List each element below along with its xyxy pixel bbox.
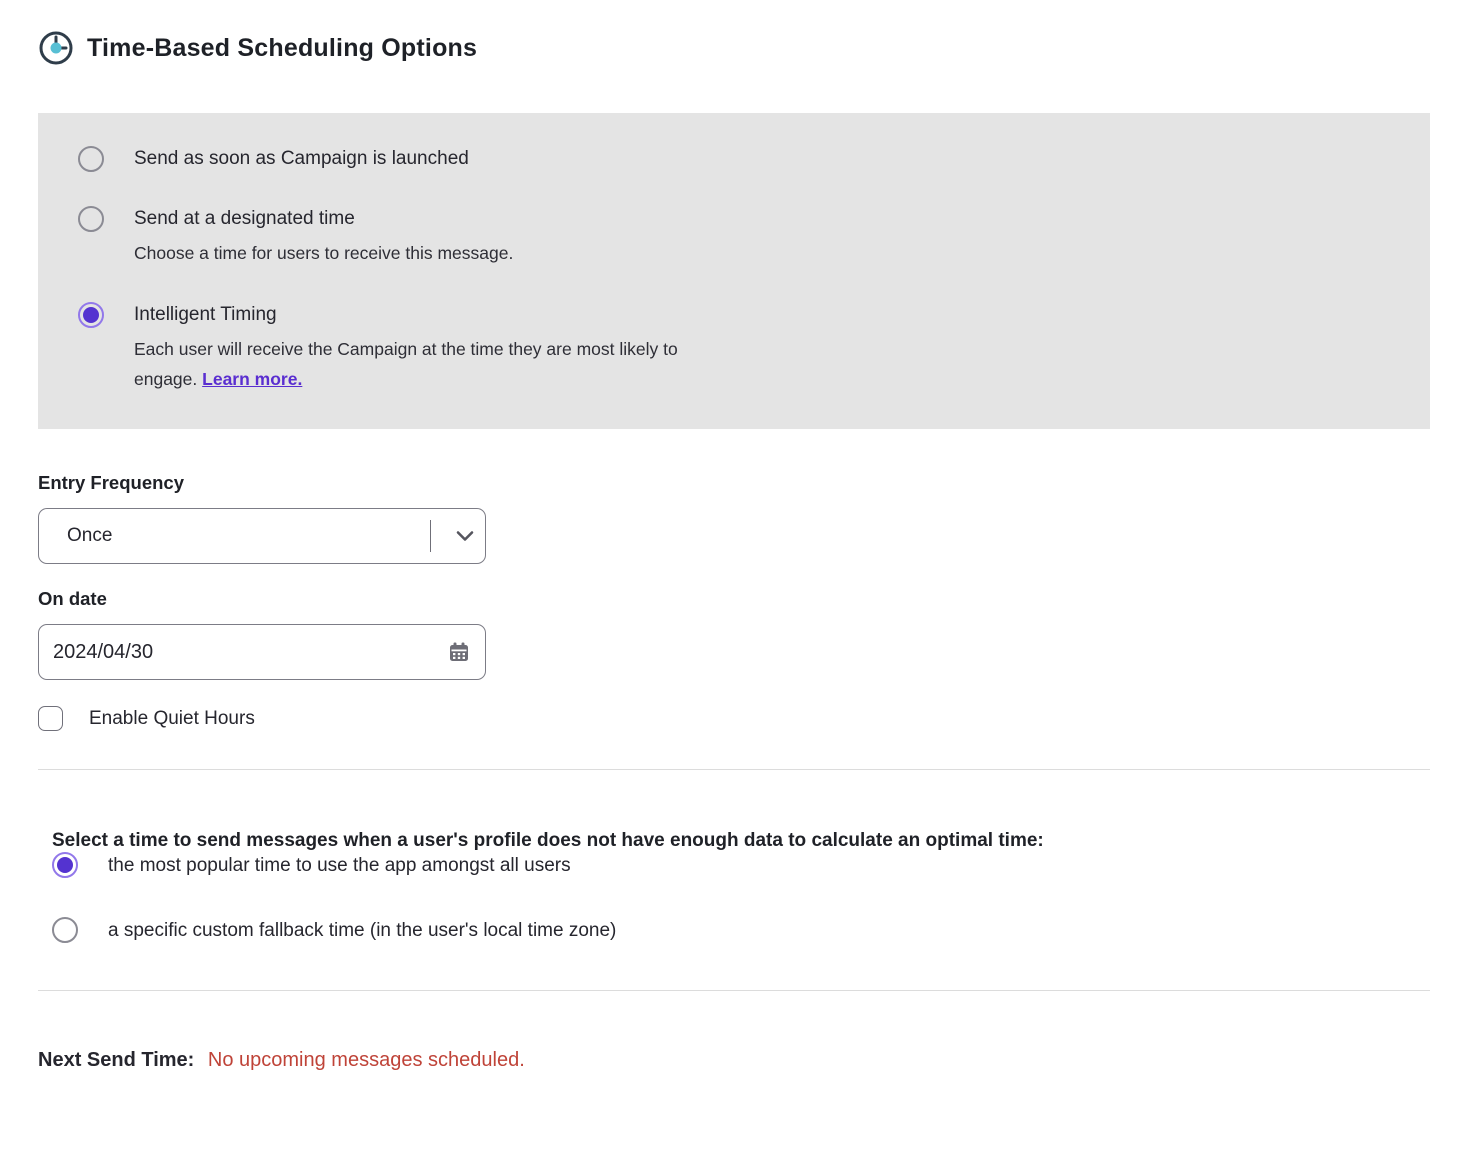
fallback-time-section	[38, 830, 1430, 948]
select-divider	[430, 520, 431, 552]
next-send-time-row	[38, 1049, 1430, 1072]
option-send-on-launch[interactable]	[78, 146, 1390, 172]
calendar-icon[interactable]	[433, 641, 485, 663]
next-send-time-status: No upcoming messages scheduled.	[207, 1049, 525, 1071]
option-most-popular-time[interactable]	[52, 852, 1430, 883]
option-most-popular-time-label[interactable]: the most popular time to use the app amongst all users	[108, 855, 571, 876]
section-divider	[38, 990, 1430, 991]
on-date-field	[38, 624, 486, 680]
quiet-hours-label[interactable]: Enable Quiet Hours	[89, 707, 255, 729]
option-designated-time-description: Choose a time for users to receive this message.	[134, 243, 514, 263]
radio-selected-icon[interactable]	[78, 302, 104, 328]
option-send-on-launch-label[interactable]: Send as soon as Campaign is launched	[134, 148, 469, 169]
option-intelligent-timing-label[interactable]: Intelligent Timing	[134, 304, 277, 325]
option-designated-time[interactable]	[78, 206, 1390, 268]
on-date-label: On date	[38, 588, 107, 609]
on-date-input[interactable]	[39, 625, 433, 679]
entry-frequency-value: Once	[67, 525, 113, 546]
option-custom-fallback-time-label[interactable]: a specific custom fallback time (in the user's local time zone)	[108, 920, 617, 941]
quiet-hours-checkbox[interactable]	[38, 706, 63, 731]
learn-more-link[interactable]: Learn more.	[202, 369, 303, 389]
next-send-time-label: Next Send Time:	[38, 1049, 195, 1071]
page-title: Time-Based Scheduling Options	[87, 33, 478, 62]
entry-frequency-select[interactable]	[38, 508, 486, 564]
radio-unselected-icon[interactable]	[52, 917, 78, 943]
clock-icon	[38, 30, 74, 66]
radio-unselected-icon[interactable]	[78, 146, 104, 172]
schedule-options-panel	[38, 113, 1430, 429]
section-divider	[38, 769, 1430, 770]
option-intelligent-timing-description: Each user will receive the Campaign at the time they are most likely to engage. Learn more.	[134, 339, 678, 389]
fallback-prompt: Select a time to send messages when a user's profile does not have enough data to calculate an optimal time:	[52, 830, 1044, 851]
entry-frequency-label: Entry Frequency	[38, 472, 184, 493]
option-intelligent-timing[interactable]	[78, 302, 1390, 394]
enable-quiet-hours-row[interactable]	[38, 706, 1430, 731]
radio-selected-icon[interactable]	[52, 852, 78, 878]
radio-unselected-icon[interactable]	[78, 206, 104, 232]
page-header	[38, 30, 1430, 66]
chevron-down-icon[interactable]	[445, 530, 485, 542]
option-designated-time-label[interactable]: Send at a designated time	[134, 208, 355, 229]
option-custom-fallback-time[interactable]	[52, 917, 1430, 948]
